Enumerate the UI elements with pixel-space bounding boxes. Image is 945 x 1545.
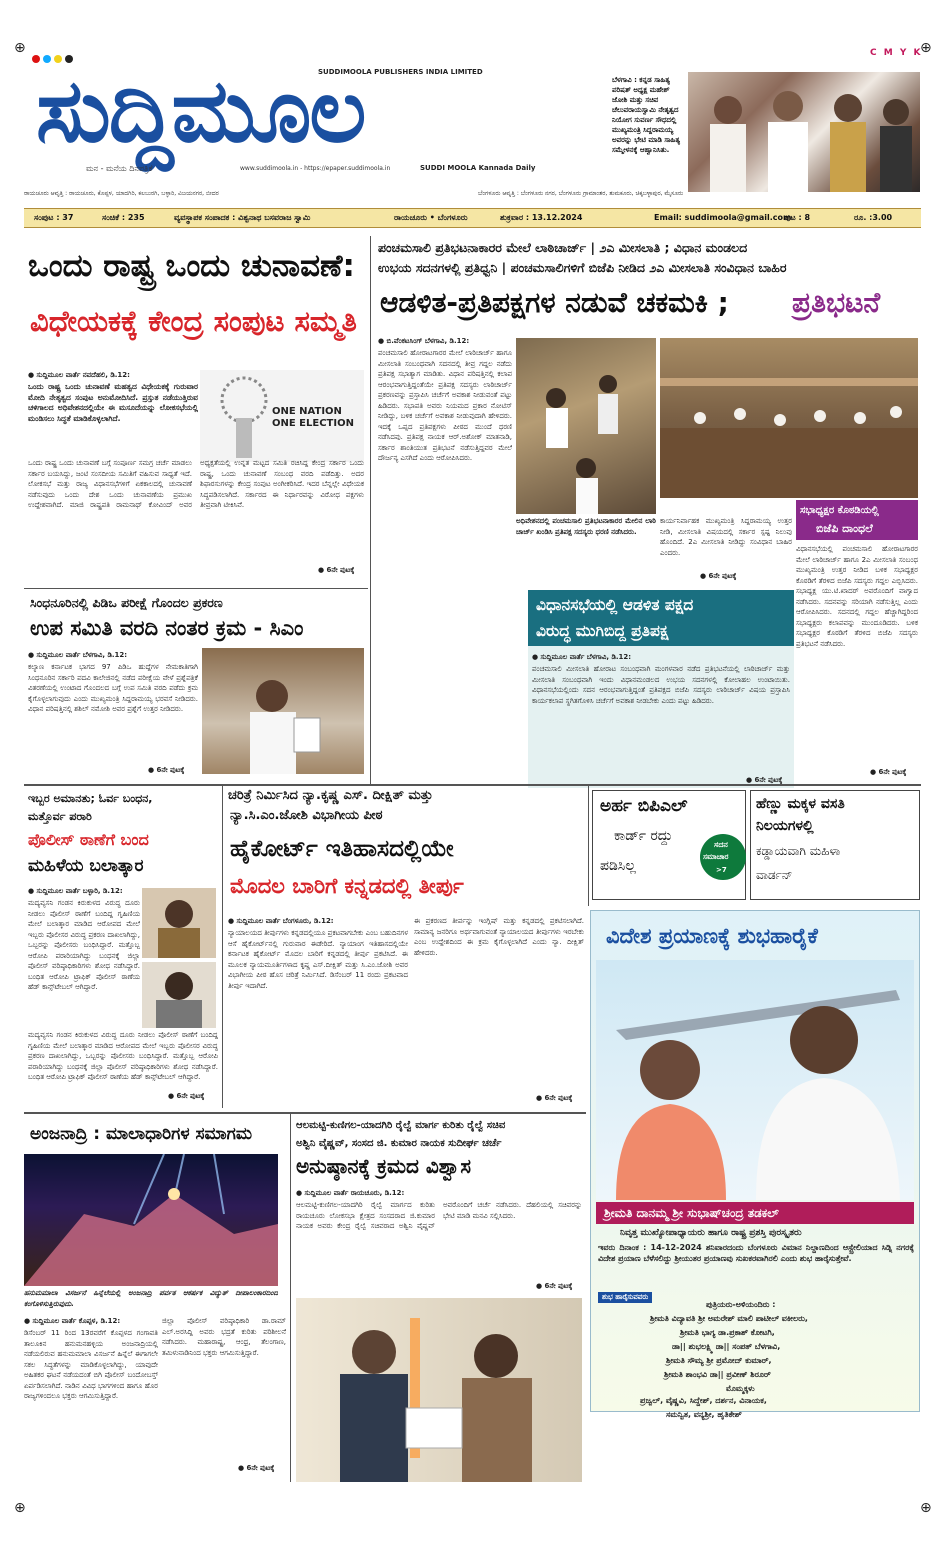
volume: ಸಂಪುಟ : 37 (34, 213, 74, 222)
assembly-photo-1 (516, 338, 656, 514)
cities: ರಾಯಚೂರು • ಬೆಂಗಳೂರು (394, 213, 468, 222)
story1-continued: ● 6ನೇ ಪುಟಕ್ಕೆ (318, 566, 355, 574)
section-rule (24, 1112, 586, 1114)
registration-mark-icon: ⊕ (920, 40, 932, 56)
website: www.suddimoola.in - https://epaper.suddimoola.in (240, 165, 391, 172)
anjanadri-photo (24, 1154, 278, 1286)
story6-body: ಡಿಸೆಂಬರ್ 11 ರಿಂದ 13ರವರೆಗೆ ಕೊಪ್ಪಳದ ಗಂಗಾವತಿ ತಾಲೂಕಿನ ಹನುಮನಹಳ್ಳಿಯ ಅಂಜನಾದ್ರಿಯಲ್ಲಿ ನಡೆಯಲಿರುವ ಹನುಮಮಾಲಾ ವಿಸರ್ಜನೆ ಹಿನ್ನೆಲೆ ಈಗಾಗಲೇ ಸಕಲ ಸಿದ್ಧತೆಗಳನ್ನು ಮಾಡಿಕೊಳ್ಳಲಾಗಿದ್ದು, ಯಾವುದೇ ಅಹಿತಕರ ಘಟನೆ ನಡೆಯದಂತೆ ಬಿಗಿ ಪೊಲೀಸ್ ಬಂದೋಬಸ್ತ್ ಏರ್ಪಡಿಸಲಾಗಿದೆ. ನಾಡಿನ ವಿವಿಧ ಭಾಗಗಳಿಂದ ಹಾಗೂ ಹೊರ ರಾಜ್ಯಗಳಿಂದಲೂ ಭಕ್ತರು ಆಗಮಿಸುತ್ತಿದ್ದಾರೆ. (24, 1329, 158, 1400)
advert-wishers-label: ಶುಭ ಹಾರೈಸುವವರು (598, 1292, 652, 1303)
bpl-text-2: ಕಾರ್ಡ್ ರದ್ದು (614, 828, 673, 844)
sidebar-teal-heading-1: ವಿಧಾನಸಭೆಯಲ್ಲಿ ಆಡಳಿತ ಪಕ್ಷದ (536, 596, 694, 614)
issue: ಸಂಚಿಕೆ : 235 (102, 213, 145, 222)
registration-mark-icon: ⊕ (14, 40, 26, 56)
story4-kicker-1: ಇಬ್ಬರ ಅಮಾನತು; ಓರ್ವ ಬಂಧನ, (28, 792, 153, 805)
story5-col2: ಈ ಪ್ರಕರಣದ ತೀರ್ಪನ್ನು ಇಂಗ್ಲಿಷ್ ಮತ್ತು ಕನ್ನಡದಲ್ಲಿ ಪ್ರಕಟಿಸಲಾಗಿದೆ. ಸಾಮಾನ್ಯ ಜನರಿಗೂ ಅರ್ಥವಾಗುವಂತೆ ನ್ಯಾಯಾಲಯದ ತೀರ್ಪುಗಳು ಇರಬೇಕು ಎಂಬ ಉದ್ದೇಶದಿಂದ ಈ ಕ್ರಮ ಕೈಗೊಳ್ಳಲಾಗಿದೆ ಎಂದು ನ್ಯಾ. ದೀಕ್ಷಿತ್ ಹೇಳಿದರು. (414, 917, 584, 957)
cmyk-label: C M Y K (870, 48, 923, 58)
story2-photo-caption: ಅಧಿವೇಶನದಲ್ಲಿ ಪಂಚಮಸಾಲಿ ಪ್ರತಿಭಟನಾಕಾರರ ಮೇಲಿನ ಲಾಠಿ ಚಾರ್ಜ್ ಖಂಡಿಸಿ ಪ್ರತಿಪಕ್ಷ ಸದಸ್ಯರು ಧರಣಿ ನಡೆಸಿದರು. (516, 517, 656, 536)
bpl-text-1: ಅರ್ಹ ಬಿಪಿಎಲ್ (600, 796, 688, 816)
advert-title: ನಿವೃತ್ತ ಮುಖ್ಯೋಪಾಧ್ಯಾಯರು ಹಾಗೂ ರಾಷ್ಟ್ರ ಪ್ರಶಸ್ತಿ ಪುರಸ್ಕೃತರು (620, 1228, 802, 1238)
advert-grandkids-2: ಸಮನ್ವಿತ, ವನ್ಯಶ್ರೀ, ಹೃತಿಕೇಶ್ (666, 1410, 742, 1419)
graphic-text: ONE NATION ONE ELECTION (272, 406, 354, 429)
story4-headline-1: ಪೊಲೀಸ್ ಠಾಣೆಗೆ ಬಂದ (28, 830, 149, 849)
advert-photo (596, 960, 914, 1200)
story7-headline: ಅನುಷ್ಠಾನಕ್ಕೆ ಕ್ರಮದ ವಿಶ್ವಾಸ (296, 1154, 471, 1178)
story2-byline: ● ಬಿ.ವೆಂಕಟಸಿಂಗ್ ಬೆಳಗಾವಿ, ಡಿ.12: (378, 337, 470, 345)
story6-continued: ● 6ನೇ ಪುಟಕ್ಕೆ (238, 1464, 275, 1472)
story1-lead: ಒಂದು ರಾಷ್ಟ್ರ ಒಂದು ಚುನಾವಣೆ ಮಹತ್ವದ ವಿಧೇಯಕಕ್ಕೆ ಗುರುವಾರ ಮೋದಿ ನೇತೃತ್ವದ ಸಂಪುಟ ಅನುಮೋದಿಸಿದೆ. ಪ್ರಸ್ತುತ ನಡೆಯುತ್ತಿರುವ ಚಳಿಗಾಲದ ಅಧಿವೇಶನದಲ್ಲಿಯೇ ಈ ಮಸೂದೆಯನ್ನು ಲೋಕಸಭೆಯಲ್ಲಿ ಮಂಡಿಸಲು ಸಿದ್ಧತೆ ಮಾಡಿಕೊಳ್ಳಲಾಗಿದೆ. (28, 382, 198, 423)
story2-col2: ಕಾರ್ಯನಿರ್ವಾಹಕ ಮುಖ್ಯಮಂತ್ರಿ ಸಿದ್ದರಾಮಯ್ಯ ಉತ್ತರ ನೀಡಿ, ಮೀಸಲಾತಿ ವಿಷಯದಲ್ಲಿ ಸರ್ಕಾರ ಸ್ಪಷ್ಟ ನಿಲುವು ಹೊಂದಿದೆ. 2ಎ ಮೀಸಲಾತಿ ನೀಡಿದ್ದು ಸಂವಿಧಾನ ಬಾಹಿರ ಎಂದರು. (660, 517, 792, 557)
story4-kicker-2: ಮತ್ತೊರ್ವ ಪರಾರಿ (28, 810, 92, 823)
sidebar-teal-byline: ● ಸುದ್ದಿಮೂಲ ವಾರ್ತೆ ಬೆಳಗಾವಿ, ಡಿ.12: (532, 653, 632, 661)
advert-wisher-3: ಡಾ|| ಶುಭಲಕ್ಷ್ಮಿ ಡಾ|| ಸಂಪತ್ ಬೆಳಗಾವಿ, (672, 1342, 781, 1351)
editions-left: ರಾಯಚೂರು ಆವೃತ್ತಿ : ರಾಯಚೂರು, ಕೊಪ್ಪಳ, ಯಾದಗಿರಿ, ಕಲಬುರಗಿ, ಬಳ್ಳಾರಿ, ವಿಜಯನಗರ, ಬೀದರ (24, 190, 219, 197)
story7-kicker-1: ಆಲಮಟ್ಟಿ-ಕುಣಿಗಲ-ಯಾದಗಿರಿ ರೈಲ್ವೆ ಮಾರ್ಗ ಕುರಿತು ರೈಲ್ವೆ ಸಚಿವ (296, 1120, 506, 1131)
story6-caption: ಹನುಮಮಾಲಾ ವಿಸರ್ಜನೆ ಹಿನ್ನೆಲೆಯಲ್ಲಿ ಅಂಜನಾದ್ರಿ ಪರ್ವತ ಆಕರ್ಷಕ ವಿದ್ಯುತ್ ದೀಪಾಲಂಕಾರದಿಂದ ಕಂಗೊಳಿಸುತ್ತಿರುವುದು. (24, 1289, 278, 1308)
story5-continued: ● 6ನೇ ಪುಟಕ್ಕೆ (536, 1094, 573, 1102)
story2-body: ಪಂಚಮಸಾಲಿ ಹೋರಾಟಗಾರರ ಮೇಲೆ ಲಾಠಿಚಾರ್ಜ್ ಹಾಗೂ ಮೀಸಲಾತಿ ಸಂಬಂಧವಾಗಿ ಸದನದಲ್ಲಿ ತೀವ್ರ ಗದ್ದಲ ನಡೆದು ಪ್ರತಿಪಕ್ಷ ಸಭಾತ್ಯಾಗ ಮಾಡಿತು. ವಿಧಾನ ಪರಿಷತ್ತಿನಲ್ಲಿ ಕಲಾಪ ಆರಂಭವಾಗುತ್ತಿದ್ದಂತೆಯೇ ಪ್ರತಿಪಕ್ಷ ಸದಸ್ಯರು ಲಾಠಿಚಾರ್ಜ್ ಪ್ರಕರಣವನ್ನು ಪ್ರಸ್ತಾಪಿಸಿ ಚರ್ಚೆಗೆ ಅವಕಾಶ ನೀಡುವಂತೆ ಪಟ್ಟು ಹಿಡಿದರು. ಸಭಾಪತಿ ಅವರು ನಿಯಮದ ಪ್ರಕಾರ ನೋಟಿಸ್ ನೀಡಿದ್ದು, ಬಳಿಕ ಚರ್ಚೆಗೆ ಅವಕಾಶ ನೀಡುವುದಾಗಿ ಹೇಳಿದರು. ಇದಕ್ಕೆ ಒಪ್ಪದ ಪ್ರತಿಪಕ್ಷಗಳು ಪೀಠದ ಮುಂದೆ ಧರಣಿ ನಡೆಸಿದವು. ಪ್ರತಿಪಕ್ಷ ನಾಯಕ ಆರ್.ಅಶೋಕ್ ಮಾತನಾಡಿ, ಸರ್ಕಾರ ಶಾಂತಿಯುತ ಪ್ರತಿಭಟನೆ ನಡೆಸುತ್ತಿದ್ದವರ ಮೇಲೆ ದೌರ್ಜನ್ಯ ಎಸಗಿದೆ ಎಂದು ಆರೋಪಿಸಿದರು. (378, 349, 512, 462)
story2-kicker-2: ಉಭಯ ಸದನಗಳಲ್ಲಿ ಪ್ರತಿಧ್ವನಿ | ಪಂಚಮಸಾಲಿಗಳಿಗೆ ಬಿಜೆಪಿ ನೀಡಿದ ೨ಎ ಮೀಸಲಾತಿ ಸಂವಿಧಾನ ಬಾಹಿರ (378, 260, 787, 275)
advert-wisher-5: ಶ್ರೀಮತಿ ಶಾಂಭವಿ ಡಾ|| ಪ್ರವೀಣ್ ಶಿರೂರ್ (664, 1370, 771, 1379)
cm-speaking-icon (202, 648, 364, 774)
advert-wisher-1: ಶ್ರೀಮತಿ ವಿದ್ಯಾವತಿ ಶ್ರೀ ಅಮರೇಶ್ ಮಾಲಿ ಪಾಟೀಲ್ ವಕೀಲರು, (650, 1314, 808, 1323)
section-rule (24, 588, 368, 589)
group-photo-icon (688, 72, 920, 192)
story4-body-wide: ಮದ್ಯವ್ಯಸನಿ ಗಂಡನ ಕಿರುಕುಳದ ವಿರುದ್ಧ ದೂರು ನೀಡಲು ಪೊಲೀಸ್ ಠಾಣೆಗೆ ಬಂದಿದ್ದ ಗೃಹಿಣಿಯ ಮೇಲೆ ಬಲಾತ್ಕಾರ ಮಾಡಿದ ಆರೋಪದ ಮೇಲೆ ಇಬ್ಬರು ಪೊಲೀಸರ ವಿರುದ್ಧ ಪ್ರಕರಣ ದಾಖಲಾಗಿದ್ದು, ಒಬ್ಬರನ್ನು ಪೊಲೀಸರು ಬಂಧಿಸಿದ್ದಾರೆ. ಮತ್ತೊಬ್ಬ ಆರೋಪಿ ಪರಾರಿಯಾಗಿದ್ದು ಬಂಧನಕ್ಕೆ ಜಿಲ್ಲಾ ಪೊಲೀಸ್ ವರಿಷ್ಠಾಧಿಕಾರಿಗಳು ಶೋಧ ನಡೆಸಿದ್ದಾರೆ. ಬಂಧಿತ ಆರೋಪಿ ಟ್ರಾಫಿಕ್ ಪೊಲೀಸ್ ಠಾಣೆಯ ಹೆಡ್ ಕಾನ್ಸ್‌ಟೇಬಲ್ ಆಗಿದ್ದಾರೆ. (28, 1031, 218, 1081)
story3-body: ಕಲ್ಯಾಣ ಕರ್ನಾಟಕ ಭಾಗದ 97 ಪಿಡಿಒ ಹುದ್ದೆಗಳ ನೇಮಕಾತಿಗಾಗಿ ಸಿಂಧನೂರಿನ ಸರ್ಕಾರಿ ಪದವಿ ಕಾಲೇಜಿನಲ್ಲಿ ನಡೆದ ಪರೀಕ್ಷೆಯ ವೇಳೆ ಪ್ರಶ್ನೆಪತ್ರಿಕೆ ವಿತರಣೆಯಲ್ಲಿ ಉಂಟಾದ ಗೊಂದಲದ ಬಗ್ಗೆ ಉಪ ಸಮಿತಿ ವರದಿ ಪಡೆದು ಕ್ರಮ ಕೈಗೊಳ್ಳಲಾಗುವುದು ಎಂದು ಮುಖ್ಯಮಂತ್ರಿ ಸಿದ್ದರಾಮಯ್ಯ ಭರವಸೆ ನೀಡಿದರು. ವಿಧಾನ ಪರಿಷತ್ತಿನಲ್ಲಿ ಶಶಿಲ್ ನಮೋಶಿ ಅವರ ಪ್ರಶ್ನೆಗೆ ಉತ್ತರ ನೀಡಿದರು. (28, 663, 198, 713)
handshake-photo-icon (296, 1298, 582, 1482)
hostel-text-2: ನಿಲಯಗಳಲ್ಲಿ (756, 818, 814, 834)
section-rule (24, 784, 921, 786)
hostel-text-1: ಹೆಣ್ಣು ಮಕ್ಕಳ ವಸತಿ (756, 796, 845, 812)
story5-byline: ● ಸುದ್ದಿಮೂಲ ವಾರ್ತೆ ಬೆಂಗಳೂರು, ಡಿ.12: (228, 917, 334, 925)
cm-photo (202, 648, 364, 774)
advert-message: ಇವರು ದಿನಾಂಕ : 14-12-2024 ಶನಿವಾರದಂದು ಬೆಂಗಳೂರು ವಿಮಾನ ನಿಲ್ದಾಣದಿಂದ ಆಸ್ಟ್ರೇಲಿಯಾದ ಸಿಡ್ನಿ ನಗರಕ್ಕೆ ವಿದೇಶ ಪ್ರಯಾಣ ಬೆಳೆಸಲಿದ್ದು ಶ್ರೀಯುತರ ಪ್ರಯಾಣವು ಸುಖಕರವಾಗಿರಲಿ ಎಂದು ಶುಭ ಹಾರೈಸುತ್ತೇವೆ. (598, 1243, 914, 1263)
column-divider (290, 1114, 291, 1482)
story7-body: ಆಲಮಟ್ಟಿ-ಕುಣಿಗಲ-ಯಾದಗಿರಿ ರೈಲ್ವೆ ಮಾರ್ಗದ ಕುರಿತು ರಾಯಚೂರು ಲೋಕಸಭಾ ಕ್ಷೇತ್ರದ ಸಂಸದರಾದ ಜಿ.ಕುಮಾರ ನಾಯಕ ಅವರು ಕೇಂದ್ರ ರೈಲ್ವೆ ಸಚಿವರಾದ ಅಶ್ವಿನಿ ವೈಷ್ಣವ್ ಅವರೊಂದಿಗೆ ಚರ್ಚೆ ನಡೆಸಿದರು. ದೆಹಲಿಯಲ್ಲಿ ಸಚಿವರನ್ನು ಭೇಟಿ ಮಾಡಿ ಮನವಿ ಸಲ್ಲಿಸಿದರು. (296, 1201, 582, 1230)
advert-wishers-head: ಪುತ್ರಿಯರು-ಅಳಿಯಂದಿರು : (706, 1300, 776, 1309)
advert-wisher-2: ಶ್ರೀಮತಿ ಭಾಗ್ಯ ಡಾ.ಪ್ರಕಾಶ್ ಕೋಟಗಿ, (680, 1328, 775, 1337)
price: ರೂ. :3.00 (854, 213, 893, 222)
story7-kicker-2: ಅಶ್ವಿನಿ ವೈಷ್ಣವ್, ಸಂಸದ ಜಿ. ಕುಮಾರ ನಾಯಕ ಸುದೀರ್ಘ ಚರ್ಚೆ (296, 1138, 502, 1149)
pages: ಪುಟ : 8 (784, 213, 811, 222)
story2-headline-b: ಪ್ರತಿಭಟನೆ (792, 286, 881, 319)
ear-caption: ಬೆಳಗಾವಿ : ಕನ್ನಡ ಸಾಹಿತ್ಯ ಪರಿಷತ್ ಅಧ್ಯಕ್ಷ ಮಹೇಶ್ ಜೋಶಿ ಮತ್ತು ಸಚಿವ ಚೆಲುವರಾಯಸ್ವಾಮಿ ನೇತೃತ್ವದ ನಿಯೋಗ ಸುವರ್ಣ ಸೌಧದಲ್ಲಿ ಮುಖ್ಯಮಂತ್ರಿ ಸಿದ್ದರಾಮಯ್ಯ ಅವರನ್ನು ಭೇಟಿ ಮಾಡಿ ಸಾಹಿತ್ಯ ಸಮ್ಮೇಳನಕ್ಕೆ ಆಹ್ವಾನಿಸಿತು. (612, 76, 681, 154)
sidebar-teal-heading-2: ವಿರುದ್ಧ ಮುಗಿಬಿದ್ದ ಪ್ರತಿಪಕ್ಷ (536, 622, 669, 640)
sadana-badge-label-3: >7 (716, 866, 727, 874)
sidebar-purple-continued: ● 6ನೇ ಪುಟಕ್ಕೆ (870, 768, 907, 776)
daily-label: SUDDI MOOLA Kannada Daily (420, 164, 536, 172)
story2-kicker-1: ಪಂಚಮಸಾಲಿ ಪ್ರತಿಭಟನಾಕಾರರ ಮೇಲೆ ಲಾಠಿಚಾರ್ಜ್ | ೨ಎ ಮೀಸಲಾತಿ ; ವಿಧಾನ ಮಂಡಲದ (378, 240, 748, 255)
story1-byline: ● ಸುದ್ದಿಮೂಲ ವಾರ್ತೆ ನವದೆಹಲಿ, ಡಿ.12: (28, 371, 130, 379)
story4-continued: ● 6ನೇ ಪುಟಕ್ಕೆ (168, 1092, 205, 1100)
editor: ವ್ಯವಸ್ಥಾಪಕ ಸಂಪಾದಕ : ವಿಶ್ವನಾಥ ಬಸವರಾಜ ಸ್ವಾಮಿ (174, 213, 311, 222)
story5-kicker-1: ಚರಿತ್ರೆ ನಿರ್ಮಿಸಿದ ನ್ಯಾ.ಕೃಷ್ಣ ಎಸ್. ದೀಕ್ಷಿತ್ ಮತ್ತು (228, 788, 433, 803)
dateline-strip (24, 208, 921, 228)
story5-body: ನ್ಯಾಯಾಲಯದ ತೀರ್ಪುಗಳು ಕನ್ನಡದಲ್ಲಿಯೂ ಪ್ರಕಟವಾಗಬೇಕು ಎಂಬ ಬಹುದಿನಗಳ ಆಸೆ ಹೈಕೋರ್ಟ್‌ನಲ್ಲಿ ಗುರುವಾರ ಈಡೇರಿದೆ. ನ್ಯಾಯಾಂಗ ಇತಿಹಾಸದಲ್ಲಿಯೇ ಕರ್ನಾಟಕ ಹೈಕೋರ್ಟ್ ಮೊದಲ ಬಾರಿಗೆ ಕನ್ನಡದಲ್ಲಿ ತೀರ್ಪು ಪ್ರಕಟಿಸಿದೆ. ಈ ಮೂಲಕ ನ್ಯಾಯಮೂರ್ತಿಗಳಾದ ಕೃಷ್ಣ ಎಸ್.ದೀಕ್ಷಿತ್ ಮತ್ತು ಸಿ.ಎಂ.ಜೋಶಿ ಅವರ ವಿಭಾಗೀಯ ಪೀಠ ಹೊಸ ಚರಿತ್ರೆ ನಿರ್ಮಿಸಿದೆ. ಡಿಸೆಂಬರ್ 11 ರಂದು ಪ್ರಕಟವಾದ ತೀರ್ಪು ಇದಾಗಿದೆ. (228, 929, 408, 990)
sidebar-teal-body: ಪಂಚಮಸಾಲಿ ಮೀಸಲಾತಿ ಹೋರಾಟ ಸಂಬಂಧವಾಗಿ ಮಂಗಳವಾರ ನಡೆದ ಪ್ರತಿಭಟನೆಯಲ್ಲಿ ಲಾಠಿಚಾರ್ಜ್ ಮತ್ತು ಮೀಸಲಾತಿ ಸಂಬಂಧವಾಗಿ ಇಂದು ವಿಧಾನಮಂಡಲದ ಉಭಯ ಸದನಗಳಲ್ಲಿ ಕೋಲಾಹಲ ಉಂಟಾಯಿತು. ವಿಧಾನಸಭೆಯಲ್ಲಿಂದು ಸದನ ಆರಂಭವಾಗುತ್ತಿದ್ದಂತೆ ಪ್ರತಿಪಕ್ಷದ ಬಿಜೆಪಿ ಸದಸ್ಯರು ಲಾಠಿಚಾರ್ಜ್ ವಿಷಯ ಪ್ರಸ್ತಾಪಿಸಿ ಕಾರ್ಯಕಲಾಪ ಸ್ಥಗಿತಗೊಳಿಸಿ ಚರ್ಚೆಗೆ ಅವಕಾಶ ನೀಡಬೇಕು ಎಂದು ಪಟ್ಟು ಹಿಡಿದರು. (532, 665, 790, 705)
sidebar-purple-heading-2: ಬಿಜೆಪಿ ದಾಂಧಲೆ (816, 522, 873, 535)
protest-photo-icon (516, 338, 656, 514)
story3-kicker: ಸಿಂಧನೂರಿನಲ್ಲಿ ಪಿಡಿಒ ಪರೀಕ್ಷೆ ಗೊಂದಲ ಪ್ರಕರಣ (30, 595, 223, 610)
advert-name: ಶ್ರೀಮತಿ ದಾನಮ್ಮ ಶ್ರೀ ಸುಭಾಷ್‌ಚಂದ್ರ ತಡಕಲ್ (604, 1206, 779, 1220)
hostel-text-4: ವಾರ್ಡನ್ (756, 868, 793, 882)
sidebar-purple-body: ವಿಧಾನಸಭೆಯಲ್ಲಿ ಪಂಚಮಸಾಲಿ ಹೋರಾಟಗಾರರ ಮೇಲೆ ಲಾಠಿಚಾರ್ಜ್ ಹಾಗೂ 2ಎ ಮೀಸಲಾತಿ ಸಂಬಂಧ ಮುಖ್ಯಮಂತ್ರಿ ಉತ್ತರ ನೀಡಿದ ಬಳಿಕ ಸಭಾಧ್ಯಕ್ಷರ ಕೊಠಡಿಗೆ ತೆರಳಿದ ಬಿಜೆಪಿ ಸದಸ್ಯರು ಗದ್ದಲ ಎಬ್ಬಿಸಿದರು. ಸಭಾಧ್ಯಕ್ಷ ಯು.ಟಿ.ಖಾದರ್ ಅವರೊಂದಿಗೆ ವಾಗ್ವಾದ ನಡೆಸಿದರು. ಸದನವನ್ನು ಸರಿಯಾಗಿ ನಡೆಸುತ್ತಿಲ್ಲ ಎಂದು ಆರೋಪಿಸಿದರು. ಸದನದಲ್ಲಿ ಗದ್ದಲ ಹೆಚ್ಚಾಗಿದ್ದರಿಂದ ಸಭಾಧ್ಯಕ್ಷರು ಕಲಾಪವನ್ನು ಮುಂದೂಡಿದರು. ಬಳಿಕ ಸಭಾಧ್ಯಕ್ಷರ ಕೊಠಡಿಗೆ ತೆರಳಿದ ಬಿಜೆಪಿ ಸದಸ್ಯರು ಪ್ರತಿಭಟನೆ ನಡೆಸಿದರು. (796, 545, 918, 648)
story5-headline-1: ಹೈಕೋರ್ಟ್ ಇತಿಹಾಸದಲ್ಲಿಯೇ (230, 836, 454, 862)
story7-continued: ● 6ನೇ ಪುಟಕ್ಕೆ (536, 1282, 573, 1290)
story2-continued: ● 6ನೇ ಪುಟಕ್ಕೆ (700, 572, 737, 580)
story6-byline: ● ಸುದ್ದಿಮೂಲ ವಾರ್ತೆ ಕೊಪ್ಪಳ, ಡಿ.12: (24, 1317, 121, 1325)
newspaper-logo: ಸುದ್ದಿಮೂಲ (36, 58, 365, 162)
column-divider (370, 236, 371, 784)
email: Email: suddimoola@gmail.com (654, 213, 792, 222)
tagline: ಮನ - ಮನೆಯ ದಿನಪತ್ರಿಕೆ (86, 164, 153, 173)
assembly-photo-2 (660, 338, 918, 498)
couple-photo-icon (596, 960, 914, 1200)
accused-photo-1 (142, 888, 216, 958)
railway-meeting-photo (296, 1298, 582, 1482)
story1-headline-1: ಒಂದು ರಾಷ್ಟ್ರ ಒಂದು ಚುನಾವಣೆ: (28, 248, 355, 284)
advert-grandkids-label: ಮೊಮ್ಮಕ್ಕಳು (726, 1384, 755, 1393)
ear-photo (688, 72, 920, 192)
column-divider (222, 786, 223, 1108)
one-nation-graphic (200, 370, 364, 462)
sadana-badge-label-1: ಸದನ (714, 840, 728, 849)
story7-byline: ● ಸುದ್ದಿಮೂಲ ವಾರ್ತೆ ರಾಯಚೂರು, ಡಿ.12: (296, 1189, 405, 1197)
story6-headline: ಅಂಜನಾದ್ರಿ : ಮಾಲಾಧಾರಿಗಳ ಸಮಾಗಮ (30, 1124, 253, 1144)
advert-grandkids-1: ಪ್ರಜ್ವಲ್, ವೈಷ್ಣವಿ, ಸಿದ್ದೇಶ್, ದರ್ಶನ, ವಿನಾಯಕ, (640, 1396, 767, 1405)
story4-headline-2: ಮಹಿಳೆಯ ಬಲಾತ್ಕಾರ (28, 856, 144, 876)
story5-kicker-2: ನ್ಯಾ.ಸಿ.ಎಂ.ಜೋಶಿ ವಿಭಾಗೀಯ ಪೀಠ (230, 808, 383, 823)
lit-hill-icon (24, 1154, 278, 1286)
registration-mark-icon: ⊕ (14, 1500, 26, 1516)
story5-headline-2: ಮೊದಲ ಬಾರಿಗೆ ಕನ್ನಡದಲ್ಲಿ ತೀರ್ಪು (230, 874, 464, 898)
bpl-text-3: ಪಡಿಸಿಲ್ಲ (600, 858, 636, 874)
story4-byline: ● ಸುದ್ದಿಮೂಲ ವಾರ್ತೆ ಬಳ್ಳಾರಿ, ಡಿ.12: (28, 887, 123, 895)
story3-headline: ಉಪ ಸಮಿತಿ ವರದಿ ನಂತರ ಕ್ರಮ - ಸಿಎಂ (30, 616, 304, 640)
registration-mark-icon: ⊕ (920, 1500, 932, 1516)
story4-body: ಮದ್ಯವ್ಯಸನಿ ಗಂಡನ ಕಿರುಕುಳದ ವಿರುದ್ಧ ದೂರು ನೀಡಲು ಪೊಲೀಸ್ ಠಾಣೆಗೆ ಬಂದಿದ್ದ ಗೃಹಿಣಿಯ ಮೇಲೆ ಬಲಾತ್ಕಾರ ಮಾಡಿದ ಆರೋಪದ ಮೇಲೆ ಇಬ್ಬರು ಪೊಲೀಸರ ವಿರುದ್ಧ ಪ್ರಕರಣ ದಾಖಲಾಗಿದ್ದು, ಒಬ್ಬರನ್ನು ಪೊಲೀಸರು ಬಂಧಿಸಿದ್ದಾರೆ. ಮತ್ತೊಬ್ಬ ಆರೋಪಿ ಪರಾರಿಯಾಗಿದ್ದು ಬಂಧನಕ್ಕೆ ಜಿಲ್ಲಾ ಪೊಲೀಸ್ ವರಿಷ್ಠಾಧಿಕಾರಿಗಳು ಶೋಧ ನಡೆಸಿದ್ದಾರೆ. ಬಂಧಿತ ಆರೋಪಿ ಟ್ರಾಫಿಕ್ ಪೊಲೀಸ್ ಠಾಣೆಯ ಹೆಡ್ ಕಾನ್ಸ್‌ಟೇಬಲ್ ಆಗಿದ್ದಾರೆ. (28, 899, 140, 991)
advert-headline: ವಿದೇಶ ಪ್ರಯಾಣಕ್ಕೆ ಶುಭಹಾರೈಕೆ (606, 924, 818, 948)
story1-body: ಒಂದು ರಾಷ್ಟ್ರ ಒಂದು ಚುನಾವಣೆ ಬಗ್ಗೆ ಸಂಪೂರ್ಣ ಸಮಗ್ರ ಚರ್ಚೆ ಮಾಡಲು ಸರ್ಕಾರ ಬಯಸಿದ್ದು, ಜಂಟಿ ಸಂಸದೀಯ ಸಮಿತಿಗೆ ವಹಿಸುವ ಸಾಧ್ಯತೆ ಇದೆ. ಲೋಕಸಭೆ ಮತ್ತು ರಾಜ್ಯ ವಿಧಾನಸಭೆಗಳಿಗೆ ಏಕಕಾಲದಲ್ಲಿ ಚುನಾವಣೆ ನಡೆಸುವುದು ಒಂದು ದೇಶ ಒಂದು ಚುನಾವಣೆಯ ಪ್ರಮುಖ ಉದ್ದೇಶವಾಗಿದೆ. ಮಾಜಿ ರಾಷ್ಟ್ರಪತಿ ರಾಮನಾಥ್ ಕೋವಿಂದ್ ಅವರ ಅಧ್ಯಕ್ಷತೆಯಲ್ಲಿ ಉನ್ನತ ಮಟ್ಟದ ಸಮಿತಿ ರಚಿಸಿದ್ದ ಕೇಂದ್ರ ಸರ್ಕಾರ ಒಂದು ರಾಷ್ಟ್ರ, ಒಂದು ಚುನಾವಣೆ ಸಂಬಂಧ ವರದಿ ಪಡೆದಿತ್ತು. ಅದರ ಶಿಫಾರಸುಗಳನ್ನು ಕೇಂದ್ರ ಸಂಪುಟ ಅಂಗೀಕರಿಸಿದೆ. ಇದರ ಬೆನ್ನಲ್ಲೇ ವಿಧೇಯಕ ಸಿದ್ಧಪಡಿಸಲಾಗಿದೆ. ಸರ್ಕಾರದ ಈ ನಿರ್ಧಾರವನ್ನು ವಿರೋಧ ಪಕ್ಷಗಳು ತೀವ್ರವಾಗಿ ಟೀಕಿಸಿವೆ. (28, 459, 364, 509)
story3-byline: ● ಸುದ್ದಿಮೂಲ ವಾರ್ತೆ ಬೆಳಗಾವಿ, ಡಿ.12: (28, 651, 128, 659)
person-portrait-icon (142, 962, 216, 1028)
person-portrait-icon (142, 888, 216, 958)
sadana-badge-label-2: ಸಮಾಚಾರ (703, 852, 729, 861)
story6-col2: ಜಿಲ್ಲಾ ಪೊಲೀಸ್ ವರಿಷ್ಠಾಧಿಕಾರಿ ಡಾ.ರಾಮ್ ಎಲ್.ಅರಸಿದ್ದಿ ಅವರು ಭದ್ರತೆ ಕುರಿತು ಪರಿಶೀಲನೆ ನಡೆಸಿದರು. ಮಹಾರಾಷ್ಟ್ರ, ಆಂಧ್ರ, ತೆಲಂಗಾಣ, ತಮಿಳುನಾಡಿನಿಂದ ಭಕ್ತರು ಆಗಮಿಸುತ್ತಿದ್ದಾರೆ. (162, 1317, 286, 1357)
sidebar-purple-heading-1: ಸಭಾಧ್ಯಕ್ಷರ ಕೊಠಡಿಯಲ್ಲಿ (800, 505, 879, 516)
story1-headline-2: ವಿಧೇಯಕಕ್ಕೆ ಕೇಂದ್ರ ಸಂಪುಟ ಸಮ್ಮತಿ (30, 304, 357, 338)
column-divider (588, 786, 589, 906)
story3-continued: ● 6ನೇ ಪುಟಕ್ಕೆ (148, 766, 185, 774)
date: ಶುಕ್ರವಾರ : 13.12.2024 (500, 213, 583, 222)
publisher-name: SUDDIMOOLA PUBLISHERS INDIA LIMITED (318, 68, 483, 76)
sidebar-teal-continued: ● 6ನೇ ಪುಟಕ್ಕೆ (746, 776, 783, 784)
story2-headline-a: ಆಡಳಿತ-ಪ್ರತಿಪಕ್ಷಗಳ ನಡುವೆ ಚಕಮಕಿ ; (380, 286, 729, 319)
advert-wisher-4: ಶ್ರೀಮತಿ ಸೌಮ್ಯ ಶ್ರೀ ಪ್ರಮೋದ್ ಕುಮಾರ್, (666, 1356, 772, 1365)
editions-right: ಬೆಂಗಳೂರು ಆವೃತ್ತಿ : ಬೆಂಗಳೂರು ನಗರ, ಬೆಂಗಳೂರು ಗ್ರಾಮಾಂತರ, ತುಮಕೂರು, ಚಿಕ್ಕಬಳ್ಳಾಪುರ, ಮೈಸೂರು (478, 190, 684, 197)
assembly-hall-icon (660, 338, 918, 498)
accused-photo-2 (142, 962, 216, 1028)
hostel-text-3: ಕಡ್ಡಾಯವಾಗಿ ಮಹಿಳಾ (756, 844, 841, 858)
